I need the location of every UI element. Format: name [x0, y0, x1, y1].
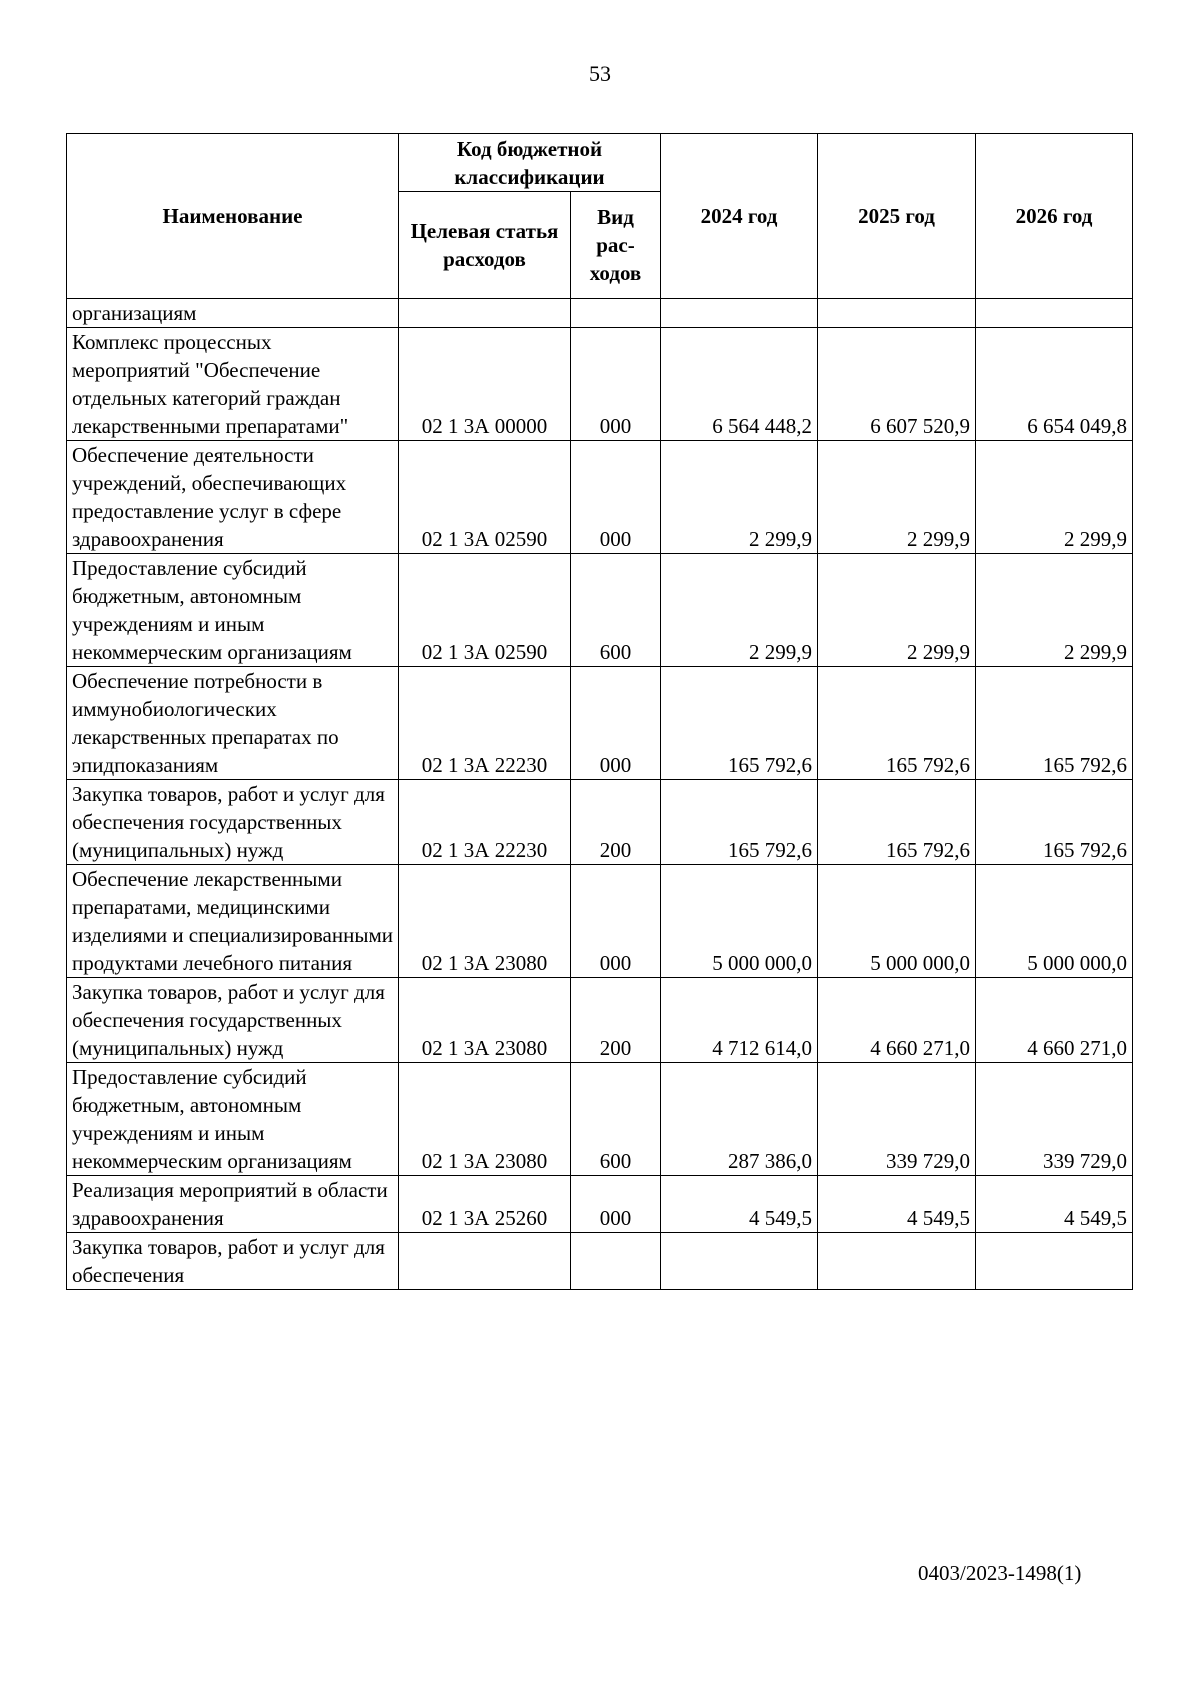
row-amount-2025: 165 792,6	[818, 780, 976, 865]
row-name: Предоставление субсидий бюджетным, автономным учреждениям и иным некоммерческим организациям	[67, 554, 399, 667]
row-amount-2024: 4 549,5	[661, 1176, 818, 1233]
row-target-article: 02 1 3А 22230	[399, 667, 571, 780]
table-header	[67, 134, 1133, 299]
header-budget-code: Код бюджетной классификации	[399, 134, 661, 192]
row-amount-2026: 5 000 000,0	[976, 865, 1133, 978]
row-name: Закупка товаров, работ и услуг для обеспечения	[67, 1233, 399, 1290]
table-row	[67, 780, 1133, 865]
row-amount-2024: 165 792,6	[661, 667, 818, 780]
row-expense-type	[571, 1233, 661, 1290]
row-amount-2024: 287 386,0	[661, 1063, 818, 1176]
row-target-article: 02 1 3А 22230	[399, 780, 571, 865]
row-amount-2025: 5 000 000,0	[818, 865, 976, 978]
row-expense-type: 200	[571, 978, 661, 1063]
row-amount-2025: 2 299,9	[818, 441, 976, 554]
row-name: Закупка товаров, работ и услуг для обеспечения государственных (муниципальных) нужд	[67, 978, 399, 1063]
row-amount-2026: 339 729,0	[976, 1063, 1133, 1176]
row-target-article	[399, 1233, 571, 1290]
row-target-article: 02 1 3А 02590	[399, 441, 571, 554]
table-row	[67, 978, 1133, 1063]
row-expense-type: 600	[571, 1063, 661, 1176]
row-amount-2026: 4 660 271,0	[976, 978, 1133, 1063]
row-expense-type: 000	[571, 1176, 661, 1233]
row-amount-2025: 2 299,9	[818, 554, 976, 667]
table-row	[67, 554, 1133, 667]
row-amount-2024	[661, 299, 818, 328]
row-target-article: 02 1 3А 23080	[399, 1063, 571, 1176]
row-amount-2025: 4 660 271,0	[818, 978, 976, 1063]
table-body	[67, 299, 1133, 1290]
row-expense-type: 600	[571, 554, 661, 667]
row-name: Закупка товаров, работ и услуг для обеспечения государственных (муниципальных) нужд	[67, 780, 399, 865]
table-row	[67, 299, 1133, 328]
row-amount-2025: 4 549,5	[818, 1176, 976, 1233]
row-target-article: 02 1 3А 23080	[399, 978, 571, 1063]
row-expense-type: 000	[571, 865, 661, 978]
header-2025: 2025 год	[818, 134, 976, 299]
row-amount-2024: 5 000 000,0	[661, 865, 818, 978]
header-expense-type: Вид рас-ходов	[571, 192, 661, 299]
row-expense-type: 200	[571, 780, 661, 865]
header-target-article: Целевая статья расходов	[399, 192, 571, 299]
row-amount-2024	[661, 1233, 818, 1290]
header-2024: 2024 год	[661, 134, 818, 299]
document-number: 0403/2023-1498(1)	[918, 1561, 1082, 1585]
row-amount-2026: 165 792,6	[976, 780, 1133, 865]
row-amount-2026	[976, 1233, 1133, 1290]
header-name: Наименование	[67, 134, 399, 299]
row-amount-2024: 2 299,9	[661, 554, 818, 667]
table-row	[67, 667, 1133, 780]
table-row	[67, 1233, 1133, 1290]
row-amount-2025: 165 792,6	[818, 667, 976, 780]
table-row	[67, 1063, 1133, 1176]
row-amount-2024: 165 792,6	[661, 780, 818, 865]
row-amount-2026: 2 299,9	[976, 554, 1133, 667]
row-name: Реализация мероприятий в области здравоохранения	[67, 1176, 399, 1233]
row-amount-2025	[818, 1233, 976, 1290]
row-expense-type: 000	[571, 667, 661, 780]
row-name: Предоставление субсидий бюджетным, автономным учреждениям и иным некоммерческим организациям	[67, 1063, 399, 1176]
budget-table	[66, 133, 1133, 1290]
row-expense-type: 000	[571, 328, 661, 441]
row-amount-2026: 2 299,9	[976, 441, 1133, 554]
row-target-article: 02 1 3А 02590	[399, 554, 571, 667]
row-target-article: 02 1 3А 25260	[399, 1176, 571, 1233]
row-amount-2026: 4 549,5	[976, 1176, 1133, 1233]
table-row	[67, 865, 1133, 978]
row-amount-2025: 339 729,0	[818, 1063, 976, 1176]
row-name: Обеспечение деятельности учреждений, обеспечивающих предоставление услуг в сфере здравоохранения	[67, 441, 399, 554]
row-name: Обеспечение лекарственными препаратами, медицинскими изделиями и специализированными продуктами лечебного питания	[67, 865, 399, 978]
row-amount-2025: 6 607 520,9	[818, 328, 976, 441]
row-amount-2026: 165 792,6	[976, 667, 1133, 780]
row-name: Комплекс процессных мероприятий "Обеспечение отдельных категорий граждан лекарственными препаратами"	[67, 328, 399, 441]
header-2026: 2026 год	[976, 134, 1133, 299]
row-expense-type	[571, 299, 661, 328]
row-expense-type: 000	[571, 441, 661, 554]
row-amount-2026	[976, 299, 1133, 328]
table-row	[67, 441, 1133, 554]
row-target-article: 02 1 3А 23080	[399, 865, 571, 978]
row-name: Обеспечение потребности в иммунобиологических лекарственных препаратах по эпидпоказаниям	[67, 667, 399, 780]
table-row	[67, 1176, 1133, 1233]
table-row	[67, 328, 1133, 441]
row-amount-2026: 6 654 049,8	[976, 328, 1133, 441]
row-target-article	[399, 299, 571, 328]
row-name: организациям	[67, 299, 399, 328]
page-number: 53	[589, 61, 611, 86]
row-target-article: 02 1 3А 00000	[399, 328, 571, 441]
row-amount-2024: 4 712 614,0	[661, 978, 818, 1063]
row-amount-2025	[818, 299, 976, 328]
row-amount-2024: 6 564 448,2	[661, 328, 818, 441]
row-amount-2024: 2 299,9	[661, 441, 818, 554]
